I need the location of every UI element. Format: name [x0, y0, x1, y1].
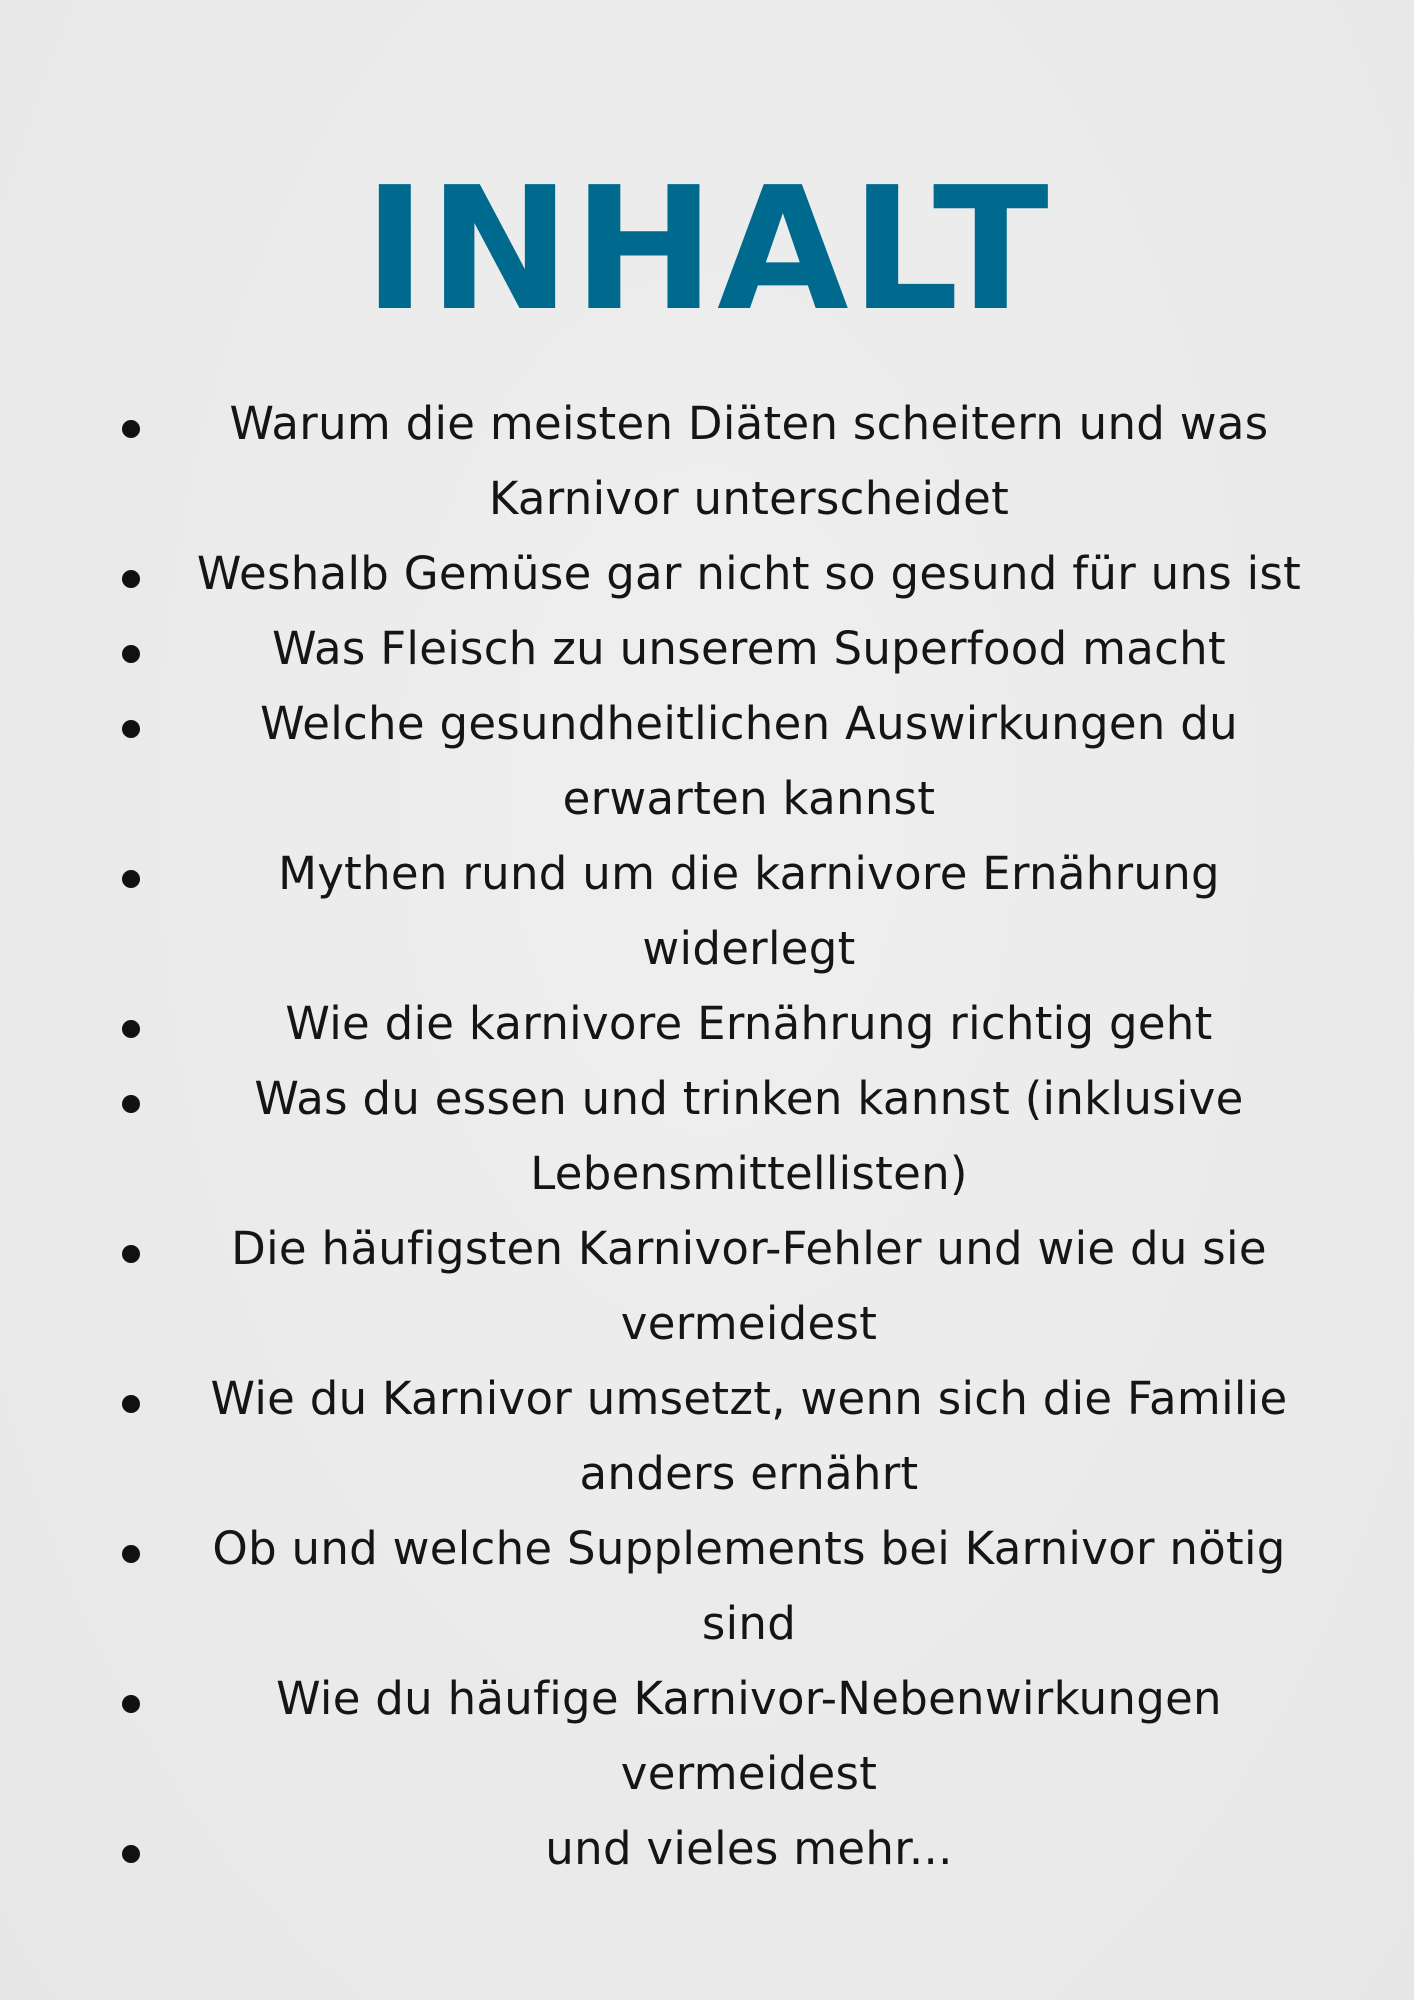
bullet-icon: [122, 1095, 140, 1113]
toc-item-text: Mythen rund um die karnivore Ernährung widerlegt: [278, 847, 1220, 975]
toc-item: [110, 536, 1330, 611]
toc-item-text: Wie du Karnivor umsetzt, wenn sich die Familie anders ernährt: [210, 1372, 1288, 1500]
toc-item: [110, 1661, 1330, 1811]
bullet-icon: [122, 1245, 140, 1263]
toc-item-text: Ob und welche Supplements bei Karnivor nötig sind: [212, 1522, 1286, 1650]
bullet-icon: [122, 1845, 140, 1863]
toc-item-text: und vieles mehr...: [545, 1822, 953, 1875]
page-title: INHALT: [363, 151, 1051, 349]
toc-item: [110, 1361, 1330, 1511]
bullet-icon: [122, 1020, 140, 1038]
toc-item-text: Was Fleisch zu unserem Superfood macht: [272, 622, 1226, 675]
toc-item: [110, 611, 1330, 686]
toc-item: [110, 986, 1330, 1061]
toc-item: [110, 1511, 1330, 1661]
toc-item: [110, 686, 1330, 836]
bullet-icon: [122, 420, 140, 438]
bullet-icon: [122, 720, 140, 738]
toc-item-text: Die häufigsten Karnivor-Fehler und wie du sie vermeidest: [231, 1222, 1267, 1350]
toc-item-text: Weshalb Gemüse gar nicht so gesund für uns ist: [196, 547, 1302, 600]
bullet-icon: [122, 570, 140, 588]
bullet-icon: [122, 1395, 140, 1413]
toc-item: [110, 836, 1330, 986]
bullet-icon: [122, 870, 140, 888]
toc-item: [110, 386, 1330, 536]
toc-item: [110, 1811, 1330, 1886]
toc-item-text: Wie die karnivore Ernährung richtig geht: [285, 997, 1213, 1050]
toc-item: [110, 1061, 1330, 1211]
toc-item-text: Wie du häufige Karnivor-Nebenwirkungen vermeidest: [276, 1672, 1222, 1800]
table-of-contents: [110, 386, 1330, 1886]
toc-item-text: Welche gesundheitlichen Auswirkungen du erwarten kannst: [260, 697, 1238, 825]
bullet-icon: [122, 645, 140, 663]
bullet-icon: [122, 1545, 140, 1563]
toc-item: [110, 1211, 1330, 1361]
toc-item-text: Was du essen und trinken kannst (inklusive Lebensmittellisten): [254, 1072, 1244, 1200]
toc-item-text: Warum die meisten Diäten scheitern und was Karnivor unterscheidet: [229, 397, 1269, 525]
bullet-icon: [122, 1695, 140, 1713]
